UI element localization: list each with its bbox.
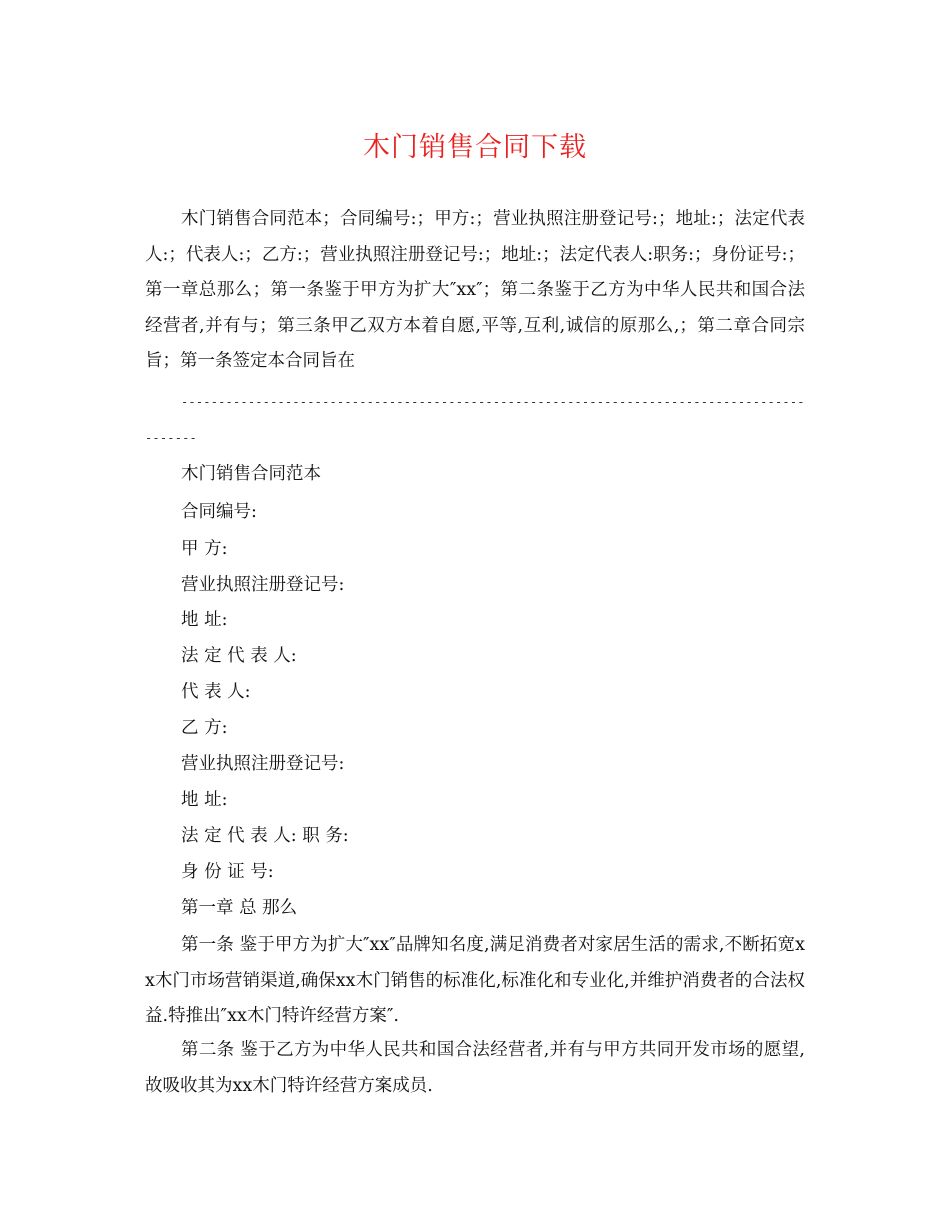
field-id-number: 身 份 证 号: — [181, 862, 274, 882]
field-party-b: 乙 方: — [181, 718, 228, 738]
field-address-b: 地 址: — [181, 790, 228, 810]
document-title: 木门销售合同下载 — [363, 132, 587, 163]
field-legal-rep-a: 法 定 代 表 人: — [181, 646, 297, 666]
article-two-paragraph: 第二条 鉴于乙方为中华人民共和国合法经营者,并有与甲方共同开发市场的愿望,故吸收其为xx木门特许经营方案成员. — [145, 1040, 805, 1096]
field-address-a: 地 址: — [181, 610, 228, 630]
field-representative-a: 代 表 人: — [181, 682, 251, 702]
chapter-one-heading: 第一章 总 那么 — [181, 898, 298, 918]
field-business-license-b: 营业执照注册登记号: — [181, 754, 345, 774]
field-business-license-a: 营业执照注册登记号: — [181, 575, 345, 595]
field-contract-number: 合同编号: — [181, 502, 257, 522]
field-contract-template: 木门销售合同范本 — [181, 464, 321, 484]
article-one-paragraph: 第一条 鉴于甲方为扩大″xx″品牌知名度,满足消费者对家居生活的需求,不断拓宽xx木门市场营销渠道,确保xx木门销售的标准化,标准化和专业化,并维护消费者的合法权益.特推出″xx木门特许经营方案″. — [145, 935, 805, 1026]
summary-paragraph: 木门销售合同范本；合同编号:；甲方:；营业执照注册登记号:；地址:；法定代表人:；代表人:；乙方:；营业执照注册登记号:；地址:；法定代表人:职务:；身份证号:；第一章总那么；第一条鉴于甲方为扩大″xx″；第二条鉴于乙方为中华人民共和国合法经营者,并有与；第三条甲乙双方本着自愿,平等,互利,诚信的原那么,；第二章合同宗旨；第一条签定本合同旨在 — [145, 209, 805, 371]
field-legal-rep-b: 法 定 代 表 人: 职 务: — [181, 826, 349, 846]
separator-line: ------------------------------------------------------------------------------------------- — [145, 395, 805, 445]
field-party-a: 甲 方: — [181, 539, 228, 559]
